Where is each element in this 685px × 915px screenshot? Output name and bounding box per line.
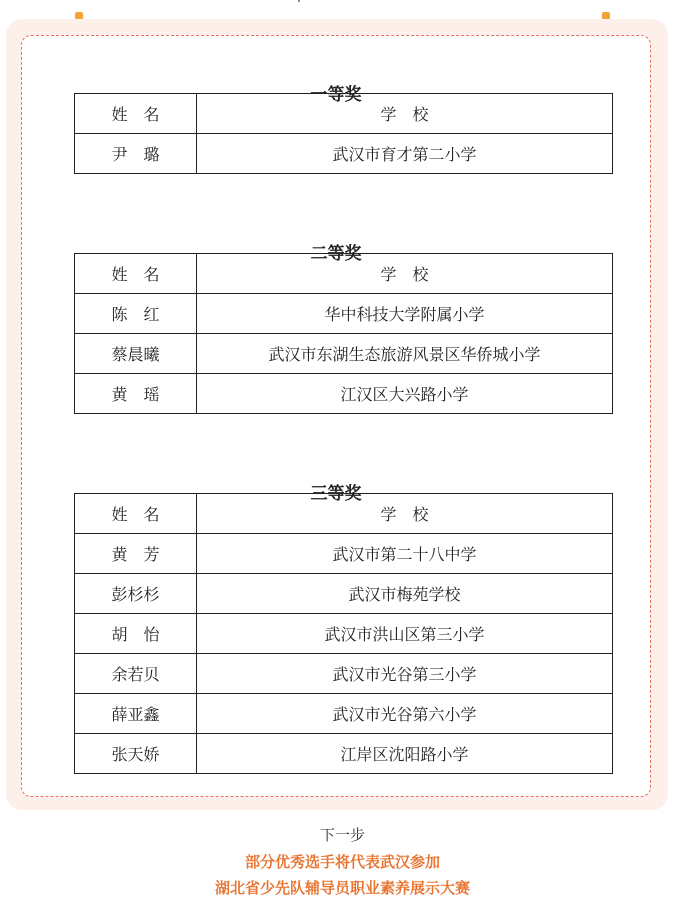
winner-school: 武汉市东湖生态旅游风景区华侨城小学 (197, 334, 613, 374)
winner-name: 蔡晨曦 (75, 334, 197, 374)
next-step-label: 下一步 (319, 826, 365, 844)
second-prize-table (74, 253, 613, 414)
table-row (75, 534, 613, 574)
header-school: 学 校 (197, 94, 613, 134)
winner-school: 华中科技大学附属小学 (197, 294, 613, 334)
section-title-second-prize: 二等奖 (310, 244, 362, 264)
winner-name: 张天娇 (75, 734, 197, 774)
winner-school: 武汉市光谷第六小学 (197, 694, 613, 734)
table-row (75, 694, 613, 734)
table-header-row (75, 94, 613, 134)
top-dot (298, 0, 300, 2)
section-title-third-prize: 三等奖 (310, 484, 362, 504)
header-name: 姓 名 (75, 254, 197, 294)
footer-line-1: 部分优秀选手将代表武汉参加 (244, 853, 440, 871)
table-row (75, 654, 613, 694)
winner-name: 尹 璐 (75, 134, 197, 174)
winner-school: 江岸区沈阳路小学 (197, 734, 613, 774)
winner-name: 陈 红 (75, 294, 197, 334)
award-card (6, 19, 668, 810)
header-school: 学 校 (197, 494, 613, 534)
table-row (75, 614, 613, 654)
table-row (75, 734, 613, 774)
header-name: 姓 名 (75, 494, 197, 534)
third-prize-table (74, 493, 613, 774)
winner-name: 黄 芳 (75, 534, 197, 574)
first-prize-table (74, 93, 613, 174)
winner-school: 武汉市第二十八中学 (197, 534, 613, 574)
table-row (75, 134, 613, 174)
winner-name: 彭杉杉 (75, 574, 197, 614)
winner-school: 武汉市洪山区第三小学 (197, 614, 613, 654)
table-header-row (75, 254, 613, 294)
table-row (75, 294, 613, 334)
section-title-first-prize: 一等奖 (310, 85, 362, 105)
header-name: 姓 名 (75, 94, 197, 134)
table-row (75, 574, 613, 614)
winner-name: 薛亚鑫 (75, 694, 197, 734)
header-school: 学 校 (197, 254, 613, 294)
winner-school: 江汉区大兴路小学 (197, 374, 613, 414)
winner-school: 武汉市梅苑学校 (197, 574, 613, 614)
award-card-inner (21, 35, 651, 797)
winner-name: 黄 瑶 (75, 374, 197, 414)
winner-school: 武汉市育才第二小学 (197, 134, 613, 174)
table-row (75, 374, 613, 414)
table-header-row (75, 494, 613, 534)
winner-school: 武汉市光谷第三小学 (197, 654, 613, 694)
winner-name: 胡 怡 (75, 614, 197, 654)
footer-line-2: 湖北省少先队辅导员职业素养展示大赛 (214, 879, 470, 897)
winner-name: 余若贝 (75, 654, 197, 694)
table-row (75, 334, 613, 374)
